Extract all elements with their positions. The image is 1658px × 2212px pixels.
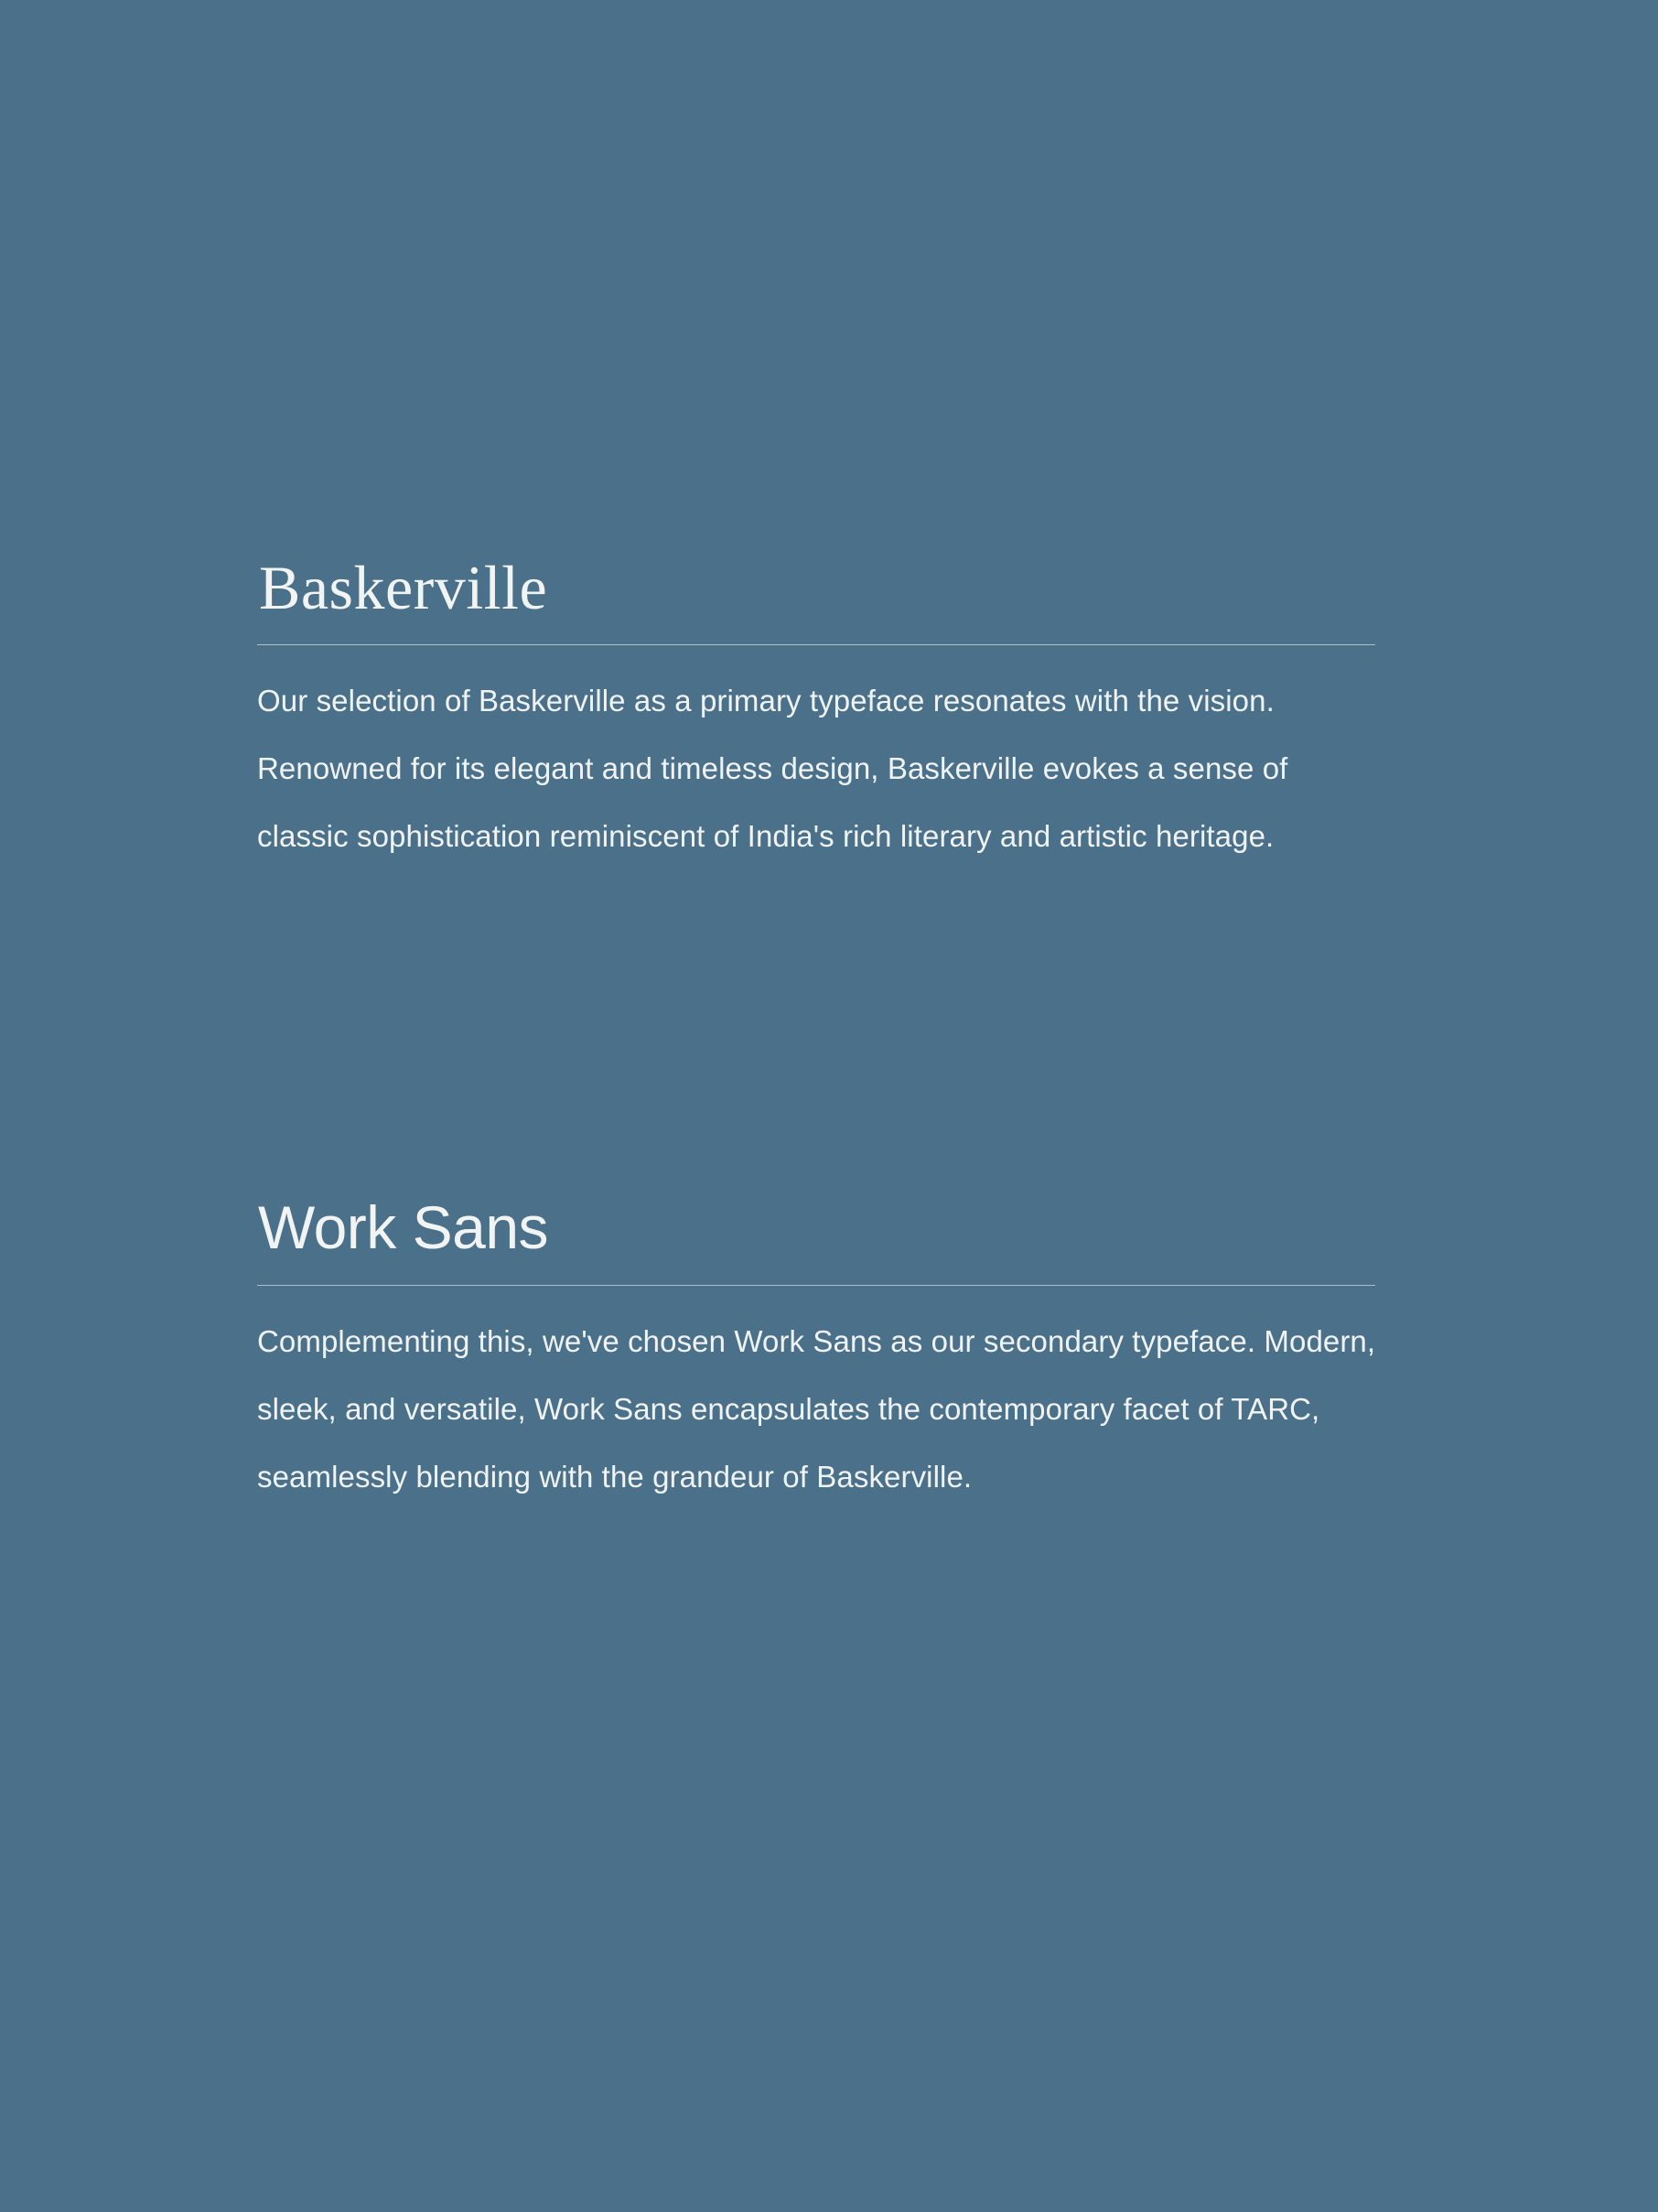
section-body-work-sans: Complementing this, we've chosen Work Sans as our secondary typeface. Modern, sleek, and versatile, Work Sans encapsulates the contemporary facet of TARC, seamlessly blending with the grandeur of Baskerville. (257, 1324, 1376, 1494)
section-baskerville (257, 553, 1375, 870)
divider-work-sans (257, 1285, 1375, 1286)
divider-baskerville (257, 644, 1375, 645)
section-heading-baskerville: Baskerville (259, 553, 548, 622)
section-work-sans (257, 1193, 1376, 1511)
section-heading-work-sans: Work Sans (258, 1193, 549, 1261)
content-column (257, 0, 1375, 2212)
section-body-baskerville: Our selection of Baskerville as a primary typeface resonates with the vision. Renowned for its elegant and timeless design, Baskerville evokes a sense of classic sophistication reminiscent of India's rich literary and artistic heritage. (257, 684, 1288, 853)
